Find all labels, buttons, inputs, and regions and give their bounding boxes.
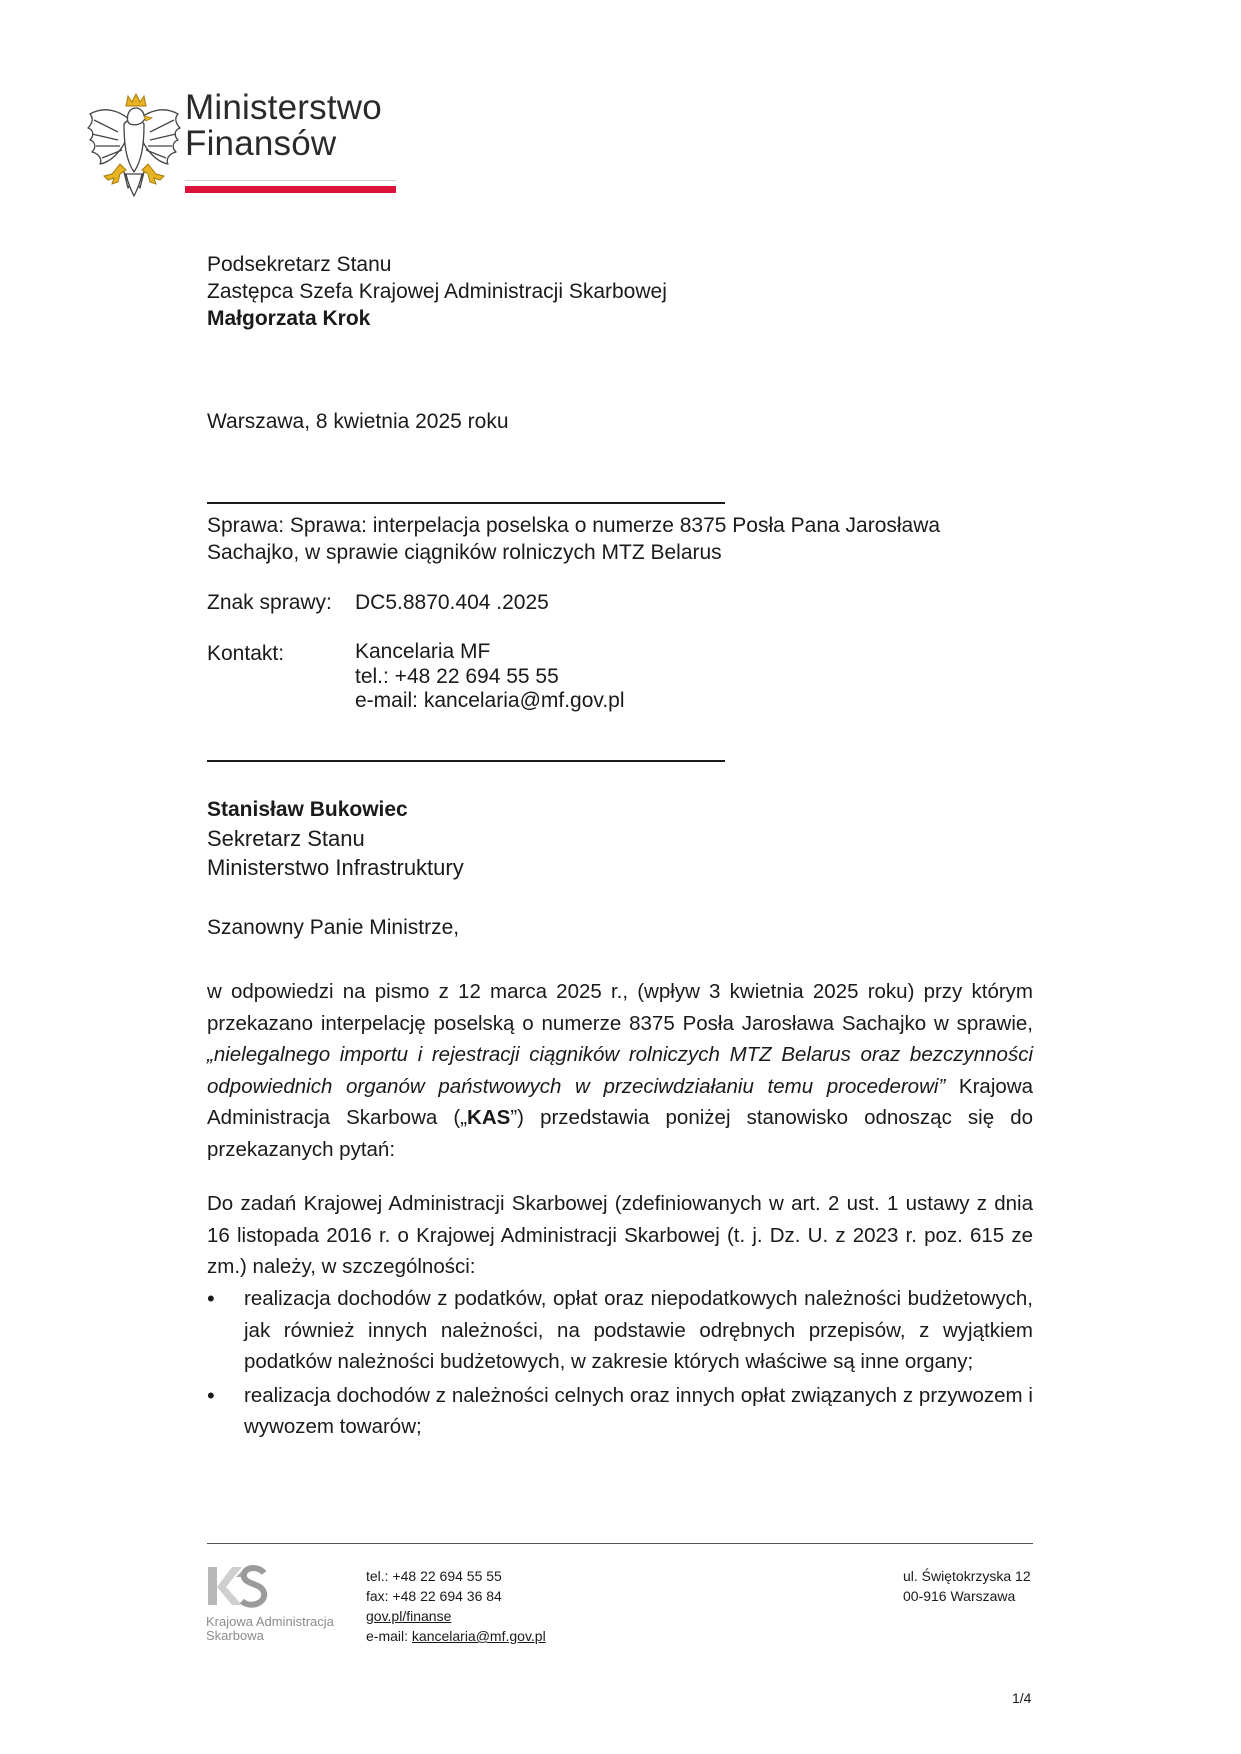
matter-line2: Sachajko, w sprawie ciągników rolniczych MTZ Belarus: [207, 541, 722, 564]
contact-email: e-mail: kancelaria@mf.gov.pl: [355, 689, 625, 712]
kas-logo: [206, 1563, 346, 1647]
contact-name: Kancelaria MF: [355, 640, 491, 663]
logo-title-line1: Ministerstwo: [185, 88, 382, 127]
footer-address: [903, 1566, 1031, 1606]
ministry-logo: [84, 88, 424, 208]
footer-city: 00-916 Warszawa: [903, 1588, 1016, 1604]
paragraph-1-text-b: Krajowa Administracja Skarbowa („: [207, 1074, 1033, 1129]
recipient-block: [207, 796, 464, 882]
footer-web-link[interactable]: gov.pl/finanse: [366, 1608, 452, 1624]
kas-logo-line2: Skarbowa: [206, 1628, 264, 1643]
paragraph-1-text-a: w odpowiedzi na pismo z 12 marca 2025 r., (wpływ 3 kwietnia 2025 roku) przy którym przekazano interpelację poselską o numerze 8375 Posła Jarosława Sachajko w sprawie,: [207, 980, 1033, 1035]
footer-tel: tel.: +48 22 694 55 55: [366, 1568, 502, 1584]
contact-label: Kontakt:: [207, 642, 285, 665]
footer-divider: [207, 1543, 1033, 1544]
matter-block: [207, 512, 940, 566]
date-line: Warszawa, 8 kwietnia 2025 roku: [207, 410, 509, 433]
case-ref-value: DC5.8870.404 .2025: [355, 591, 549, 614]
divider-top: [207, 502, 725, 504]
footer-street: ul. Świętokrzyska 12: [903, 1568, 1031, 1584]
flag-stripe-red: [185, 186, 396, 193]
paragraph-1-text-c: ”) przedstawia poniżej stanowisko odnosząc się do przekazanych pytań:: [207, 1106, 1033, 1161]
paragraph-1-italic: „nielegalnego importu i rejestracji ciągników rolniczych MTZ Belarus oraz bezczynności odpowiednich organów państwowych w przeciwdziałaniu temu procederowi”: [207, 1043, 1033, 1098]
sender-block: [207, 251, 667, 332]
matter-line1: Sprawa: Sprawa: interpelacja poselska o numerze 8375 Posła Pana Jarosława: [207, 514, 941, 537]
paragraph-1-abbr: KAS: [467, 1106, 511, 1129]
recipient-name: Stanisław Bukowiec: [207, 798, 408, 821]
list-item: • realizacja dochodów z należności celnych oraz innych opłat związanych z przywozem i wywozem towarów;: [207, 1380, 1033, 1443]
sender-position: Podsekretarz Stanu: [207, 253, 392, 276]
kas-emblem-icon: [206, 1563, 268, 1609]
page-number: 1/4: [1012, 1690, 1032, 1706]
sender-function: Zastępca Szefa Krajowej Administracji Skarbowej: [207, 280, 667, 303]
footer-contact: [366, 1566, 546, 1646]
recipient-ministry: Ministerstwo Infrastruktury: [207, 855, 464, 880]
footer-fax: fax: +48 22 694 36 84: [366, 1588, 502, 1604]
salutation: Szanowny Panie Ministrze,: [207, 916, 460, 939]
eagle-emblem-icon: [84, 88, 184, 208]
footer-email-link[interactable]: kancelaria@mf.gov.pl: [411, 1628, 546, 1644]
footer-email-label: e-mail:: [366, 1628, 412, 1644]
divider-bottom: [207, 760, 725, 762]
recipient-title: Sekretarz Stanu: [207, 826, 365, 851]
kas-logo-line1: Krajowa Administracja: [206, 1614, 334, 1629]
paragraph-1: [207, 976, 1033, 1165]
task-list: [207, 1283, 1033, 1443]
case-ref-label: Znak sprawy:: [207, 591, 332, 614]
list-item: • realizacja dochodów z podatków, opłat oraz niepodatkowych należności budżetowych, jak również innych należności, na podstawie odrębnych przepisów, z wyjątkiem podatków należności budżetowych, w zakresie których właściwe są inne organy;: [207, 1283, 1033, 1378]
paragraph-2: Do zadań Krajowej Administracji Skarbowej (zdefiniowanych w art. 2 ust. 1 ustawy z dnia 16 listopada 2016 r. o Krajowej Administracji Skarbowej (t. j. Dz. U. z 2023 r. poz. 615 ze zm.) należy, w szczególności:: [207, 1192, 1033, 1278]
contact-phone: tel.: +48 22 694 55 55: [355, 664, 559, 688]
logo-title-line2: Finansów: [185, 124, 337, 163]
contact-details: [355, 640, 625, 714]
sender-name: Małgorzata Krok: [207, 307, 371, 330]
